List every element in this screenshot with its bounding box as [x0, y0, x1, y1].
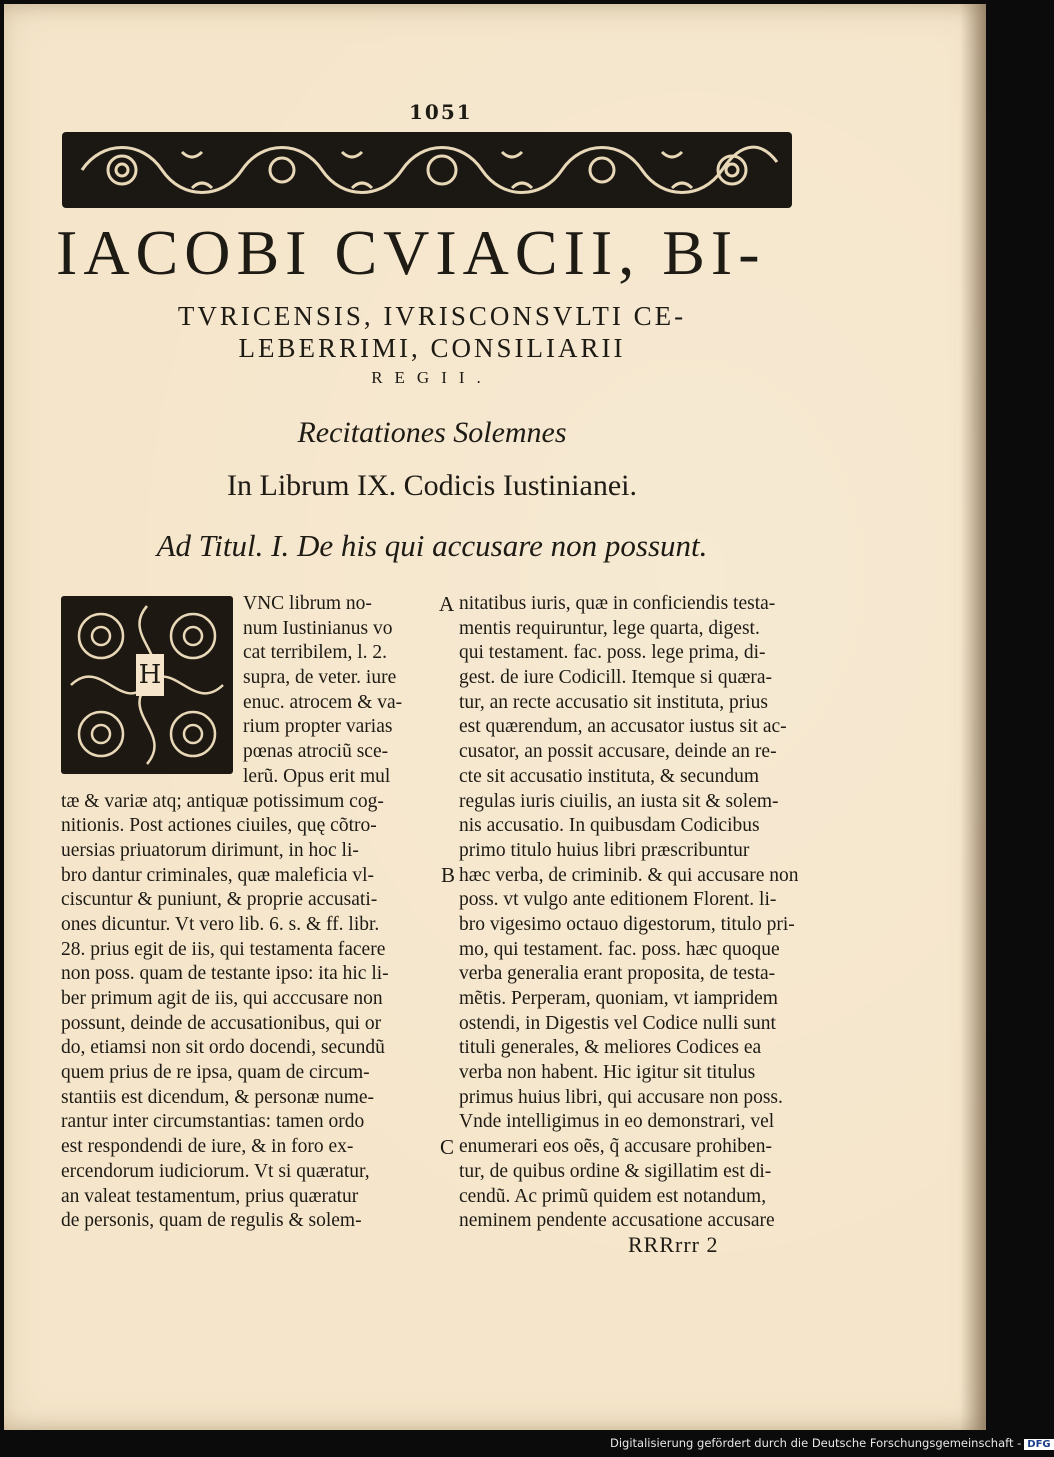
text-line: cte sit accusatio instituta, & secundum [459, 765, 760, 787]
text-line: primus huius libri, qui accusare non poss. [459, 1086, 783, 1108]
text-line: tur, an recte accusatio sit instituta, prius [459, 691, 768, 713]
text-line: cat terribilem, l. 2. [243, 642, 388, 664]
text-line: bro dantur criminales, quæ maleficia vl- [61, 864, 374, 886]
text-line: supra, de veter. iure [243, 667, 397, 689]
text-line: ciscuntur & puniunt, & proprie accusati- [61, 889, 378, 911]
text-line: enumerari eos oẽs, q̃ accusare prohiben- [459, 1136, 772, 1158]
footer-credit [610, 1436, 1051, 1454]
text-line: nitatibus iuris, quæ in conficiendis testa- [459, 593, 776, 614]
text-line: non poss. quam de testante ipso: ita hic li- [61, 963, 389, 985]
text-line: possunt, deinde de accusationibus, qui or [61, 1012, 382, 1034]
text-line: VNC librum no- [243, 593, 372, 614]
text-line: de personis, quam de regulis & solem- [61, 1210, 362, 1232]
text-line: enuc. atrocem & va- [243, 691, 403, 713]
text-line: ones dicuntur. Vt vero lib. 6. s. & ff. libr. [61, 913, 380, 935]
signature-mark: RRRrrr 2 [628, 1232, 719, 1257]
margin-letter-a: A [439, 592, 455, 616]
footer-text: Digitalisierung gefördert durch die Deutsche Forschungsgemeinschaft - [610, 1436, 1022, 1450]
text-line: qui testament. fac. poss. lege prima, di- [459, 642, 766, 664]
text-line: verba generalia erant proposita, de testa- [459, 963, 776, 985]
heading-ad-titul: Ad Titul. I. De his qui accusare non possunt. [156, 528, 708, 563]
text-line: poss. vt vulgo ante editionem Florent. li- [459, 889, 777, 911]
text-line: stantiis est dicendum, & personæ nume- [61, 1086, 375, 1108]
title-line-3: LEBERRIMI, CONSILIARII [238, 333, 626, 363]
text-line: ostendi, in Digestis vel Codice nulli sunt [459, 1012, 776, 1034]
text-line: do, etiamsi non sit ordo docendi, secundũ [61, 1037, 385, 1059]
text-line: mentis requiruntur, lege quarta, digest. [459, 617, 760, 639]
text-line: tur, de quibus ordine & sigillatim est di- [459, 1160, 772, 1182]
page-edge-shadow [960, 4, 986, 1430]
text-line: tæ & variæ atq; antiquæ potissimum cog- [61, 790, 384, 812]
text-line: ber primum agit de iis, qui acccusare non [61, 988, 383, 1009]
left-column [61, 592, 431, 1234]
text-line: mo, qui testament. fac. poss. hæc quoque [459, 938, 780, 960]
text-line: an valeat testamentum, prius quæratur [61, 1185, 359, 1207]
text-line: mẽtis. Perperam, quoniam, vt iampridem [459, 988, 778, 1009]
text-line: num Iustinianus vo [243, 617, 393, 639]
text-line: neminem pendente accusatione accusare [459, 1210, 775, 1232]
text-line: pœnas atrociũ sce- [243, 741, 389, 763]
title-line-1: IACOBI CVIACII, BI- [56, 217, 766, 288]
dfg-logo: DFG [1024, 1439, 1053, 1450]
text-line: quem prius de re ipsa, quam de circum- [61, 1062, 370, 1084]
text-line: ercendorum iudiciorum. Vt si quæratur, [61, 1160, 370, 1182]
text-line: 28. prius egit de iis, qui testamenta facere [61, 938, 386, 960]
text-line: cusator, an possit accusare, deinde an re- [459, 741, 777, 763]
text-line: nis accusatio. In quibusdam Codicibus [459, 815, 760, 837]
text-line: est respondendi de iure, & in foro ex- [61, 1136, 354, 1158]
heading-in-librum: In Librum IX. Codicis Iustinianei. [227, 469, 637, 502]
text-line: regulas iuris ciuilis, an iusta sit & solem- [459, 790, 779, 812]
title-line-4: REGII. [371, 368, 493, 387]
heading-recitationes: Recitationes Solemnes [297, 416, 567, 449]
text-line: uersias priuatorum dirimunt, in hoc li- [61, 839, 359, 861]
text-line: est quærendum, an accusator iustus sit ac- [459, 716, 787, 738]
title-line-2: TVRICENSIS, IVRISCONSVLTI CE- [177, 301, 687, 331]
initial-letter: H [136, 654, 164, 696]
margin-letter-c: C [440, 1135, 455, 1159]
text-line: bro vigesimo octauo digestorum, titulo pri- [459, 913, 795, 935]
text-line: tituli generales, & meliores Codices ea [459, 1037, 762, 1059]
right-column [459, 592, 821, 1234]
text-line: verba non habent. Hic igitur sit titulus [459, 1062, 756, 1084]
margin-letter-b: B [441, 863, 456, 887]
text-line: hæc verba, de criminib. & qui accusare non [459, 864, 799, 886]
text-line: lerũ. Opus erit mul [243, 765, 391, 787]
text-line: rium propter varias [243, 716, 393, 738]
text-line: gest. de iure Codicill. Itemque si quæra- [459, 667, 773, 689]
text-line: nitionis. Post actiones ciuiles, quę cõtro- [61, 815, 377, 837]
book-page [4, 4, 986, 1430]
ornamental-headpiece [62, 132, 792, 208]
page-number: 1051 [409, 100, 473, 124]
text-line: Vnde intelligimus in eo demonstrari, vel [459, 1111, 775, 1133]
text-line: rantur inter circumstantias: tamen ordo [61, 1111, 365, 1133]
foliage-ornament-icon [62, 132, 792, 208]
text-line: primo titulo huius libri præscribuntur [459, 839, 750, 861]
text-line: cendũ. Ac primũ quidem est notandum, [459, 1185, 767, 1207]
